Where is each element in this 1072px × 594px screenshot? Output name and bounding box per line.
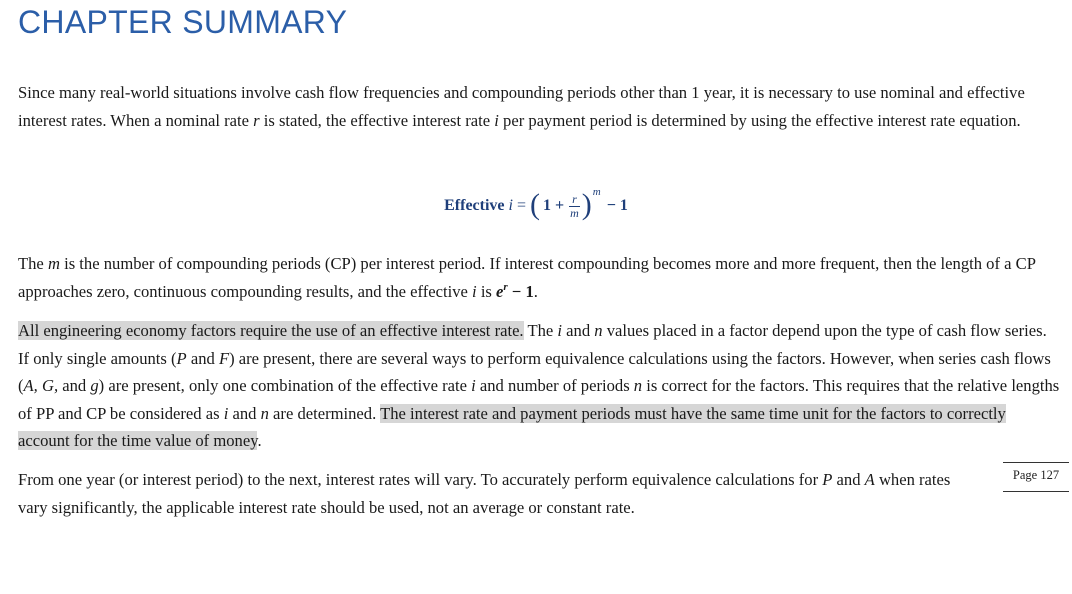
factors-paragraph: All engineering economy factors require the use of an effective interest rate. The i and n values placed in a factor depend upon the type of cash flow series. If only single amounts (P and F) are present, there are several ways to perform equivalence calculations using the factors. However, when series cash flows (A, G, and g) are present, only one combination of the effective rate i and number of periods n is correct for the factors. This requires that the relative lengths of PP and CP be considered as i and n are determined. The interest rate and payment periods must have the same time unit for the factors to correctly account for the time value of money. xyxy=(18,321,1060,451)
intro-paragraph: Since many real-world situations involve cash flow frequencies and compounding periods other than 1 year, it is necessary to use nominal and effective interest rates. When a nominal rate r is stated, the effective interest rate i per payment period is determined by using the effective interest rate equation. xyxy=(18,83,1025,130)
highlight-effective-rate: All engineering economy factors require the use of an effective interest rate. xyxy=(18,321,524,340)
highlight-time-unit: The interest rate and payment periods must have the same time unit for the factors to correctly account for the time value of money xyxy=(18,403,1006,451)
page-number-marker: Page 127 xyxy=(1003,462,1069,492)
continuous-compounding-paragraph: The m is the number of compounding periods (CP) per interest period. If interest compounding becomes more and more frequent, then the length of a CP approaches zero, continuous compounding results, and the effective i is $e^r - 1$. xyxy=(18,254,1036,301)
effective-rate-formula: Effective i = ( 1 + $\frac{r}{m}$ ) m − 1 xyxy=(444,186,628,221)
varying-rates-paragraph: From one year (or interest period) to the next, interest rates will vary. To accurately perform equivalence calculations for P and A when rates vary significantly, the applicable interest rate should be used, not an average or constant rate. xyxy=(18,470,951,517)
chapter-summary-heading: CHAPTER SUMMARY xyxy=(18,4,348,40)
